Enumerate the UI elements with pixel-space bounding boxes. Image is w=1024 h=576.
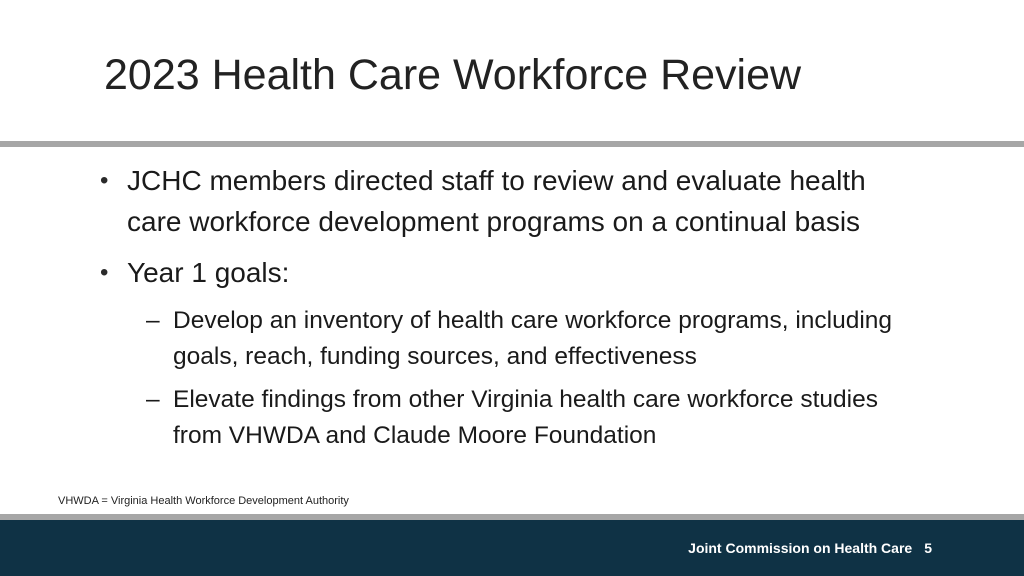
title-divider (0, 141, 1024, 147)
footer-bar (0, 520, 1024, 576)
bullet-item-goals: • Year 1 goals: (100, 252, 900, 293)
title-area (0, 0, 1024, 141)
sub-bullet-inventory: – Develop an inventory of health care workforce programs, including goals, reach, funding sources, and effectiveness (146, 303, 900, 375)
slide-content (100, 160, 900, 461)
slide-title: 2023 Health Care Workforce Review (104, 51, 802, 99)
footer-text (688, 540, 932, 556)
sub-bullet-findings: – Elevate findings from other Virginia health care workforce studies from VHWDA and Claude Moore Foundation (146, 382, 900, 454)
footer-organization: Joint Commission on Health Care (688, 540, 913, 556)
bullet-item-directive: • JCHC members directed staff to review and evaluate health care workforce development programs on a continual basis (100, 160, 900, 242)
page-number: 5 (924, 540, 932, 556)
footnote: VHWDA = Virginia Health Workforce Development Authority (58, 495, 349, 507)
